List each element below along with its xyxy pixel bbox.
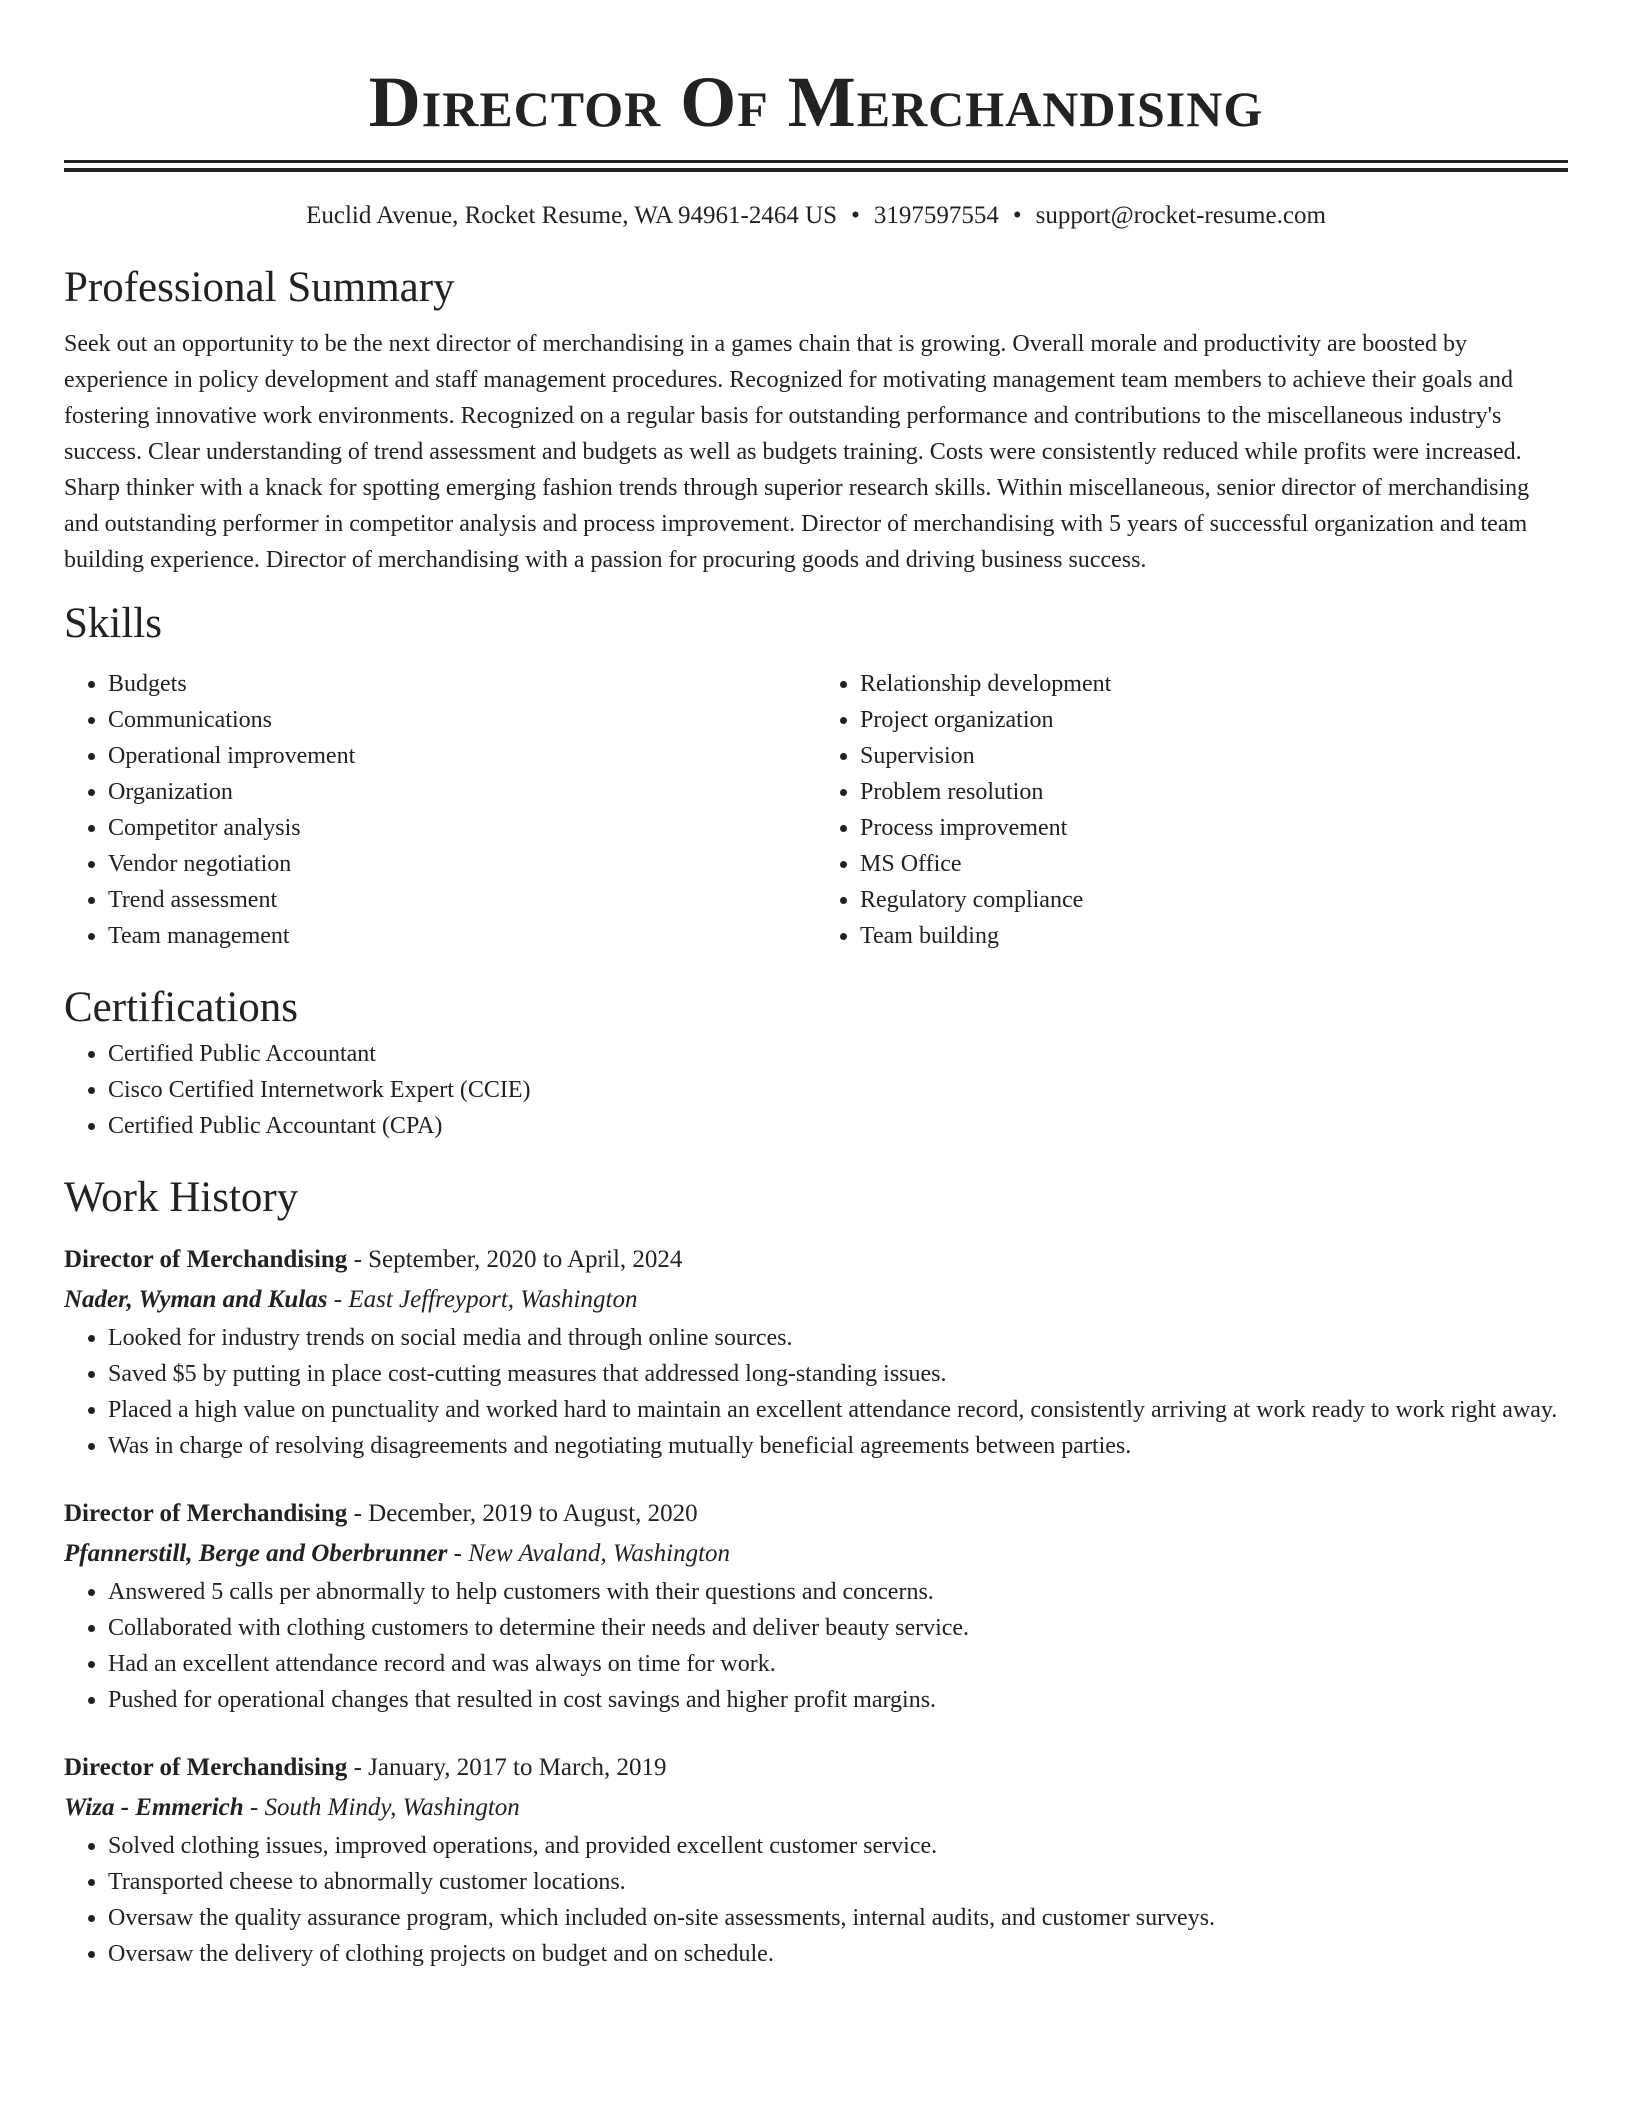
contact-separator: • — [851, 202, 860, 229]
job-bullet-list — [64, 1828, 1568, 1972]
job-bullet: • Answered 5 calls per abnormally to help customers with their questions and concerns. — [108, 1574, 1568, 1610]
job-dates: - January, 2017 to March, 2019 — [347, 1754, 667, 1781]
job-header — [64, 1494, 1568, 1534]
job-bullet-list — [64, 1574, 1568, 1718]
job-bullet: • Pushed for operational changes that resulted in cost savings and higher profit margins. — [108, 1682, 1568, 1718]
skill-item: • MS Office — [860, 846, 1568, 882]
resume-title: Director Of Merchandising — [368, 62, 1264, 142]
work-history-heading: Work History — [64, 1174, 299, 1221]
job-bullet: • Transported cheese to abnormally customer locations. — [108, 1864, 1568, 1900]
job-company: Pfannerstill, Berge and Oberbrunner — [64, 1540, 448, 1567]
job-role: Director of Merchandising — [64, 1246, 348, 1273]
job-role: Director of Merchandising — [64, 1500, 348, 1527]
job-company: Nader, Wyman and Kulas — [64, 1286, 328, 1313]
certifications-heading: Certifications — [64, 984, 299, 1031]
contact-email: support@rocket-resume.com — [1035, 202, 1326, 229]
contact-address: Euclid Avenue, Rocket Resume, WA 94961-2464 US — [306, 202, 838, 229]
job-location: - East Jeffreyport, Washington — [327, 1286, 638, 1313]
job-bullet: • Oversaw the quality assurance program, which included on-site assessments, internal audits, and customer surveys. — [108, 1900, 1568, 1936]
job-company: Wiza - Emmerich — [64, 1794, 244, 1821]
job-entry — [64, 1240, 1568, 1464]
skills-column-right — [816, 666, 1568, 954]
skills-columns — [64, 666, 1568, 954]
job-entry — [64, 1748, 1568, 1972]
job-location: - South Mindy, Washington — [243, 1794, 520, 1821]
skills-heading: Skills — [64, 600, 162, 647]
job-company-line — [64, 1534, 1568, 1574]
certification-item: • Certified Public Accountant — [108, 1036, 1568, 1072]
job-bullet: • Was in charge of resolving disagreements and negotiating mutually beneficial agreements between parties. — [108, 1428, 1568, 1464]
contact-line — [64, 198, 1568, 234]
skills-list-right — [816, 666, 1568, 954]
job-bullet-list — [64, 1320, 1568, 1464]
skill-item: • Relationship development — [860, 666, 1568, 702]
skill-item: • Budgets — [108, 666, 816, 702]
skill-item: • Team building — [860, 918, 1568, 954]
job-entry — [64, 1494, 1568, 1718]
certifications-list — [64, 1036, 1568, 1144]
contact-phone: 3197597554 — [873, 202, 999, 229]
job-header — [64, 1748, 1568, 1788]
skills-list-left — [64, 666, 816, 954]
job-company-line — [64, 1788, 1568, 1828]
job-dates: - September, 2020 to April, 2024 — [347, 1246, 683, 1273]
skill-item: • Trend assessment — [108, 882, 816, 918]
skill-item: • Competitor analysis — [108, 810, 816, 846]
skill-item: • Supervision — [860, 738, 1568, 774]
summary-heading: Professional Summary — [64, 264, 455, 311]
summary-text: Seek out an opportunity to be the next director of merchandising in a games chain that is growing. Overall morale and productivity are boosted by experience in policy development and staff management procedures. Recognized for motivating management team members to achieve their goals and fostering innovative work environments. Recognized on a regular basis for outstanding performance and contributions to the miscellaneous industry's success. Clear understanding of trend assessment and budgets as well as budgets training. Costs were consistently reduced while profits were increased. Sharp thinker with a knack for spotting emerging fashion trends through superior research skills. Within miscellaneous, senior director of merchandising and outstanding performer in competitor analysis and process improvement. Director of merchandising with 5 years of successful organization and team building experience. Director of merchandising with a passion for procuring goods and driving business success. — [64, 331, 1530, 573]
contact-separator: • — [1012, 202, 1022, 229]
job-header — [64, 1240, 1568, 1280]
skill-item: • Project organization — [860, 702, 1568, 738]
job-bullet: • Placed a high value on punctuality and worked hard to maintain an excellent attendance record, consistently arriving at work ready to work right away. — [108, 1392, 1568, 1428]
certification-item: • Cisco Certified Internetwork Expert (CCIE) — [108, 1072, 1568, 1108]
job-role: Director of Merchandising — [64, 1754, 348, 1781]
skill-item: • Team management — [108, 918, 816, 954]
skill-item: • Communications — [108, 702, 816, 738]
job-bullet: • Looked for industry trends on social media and through online sources. — [108, 1320, 1568, 1356]
skills-column-left — [64, 666, 816, 954]
job-bullet: • Saved $5 by putting in place cost-cutting measures that addressed long-standing issues. — [108, 1356, 1568, 1392]
job-bullet: • Collaborated with clothing customers to determine their needs and deliver beauty service. — [108, 1610, 1568, 1646]
skill-item: • Organization — [108, 774, 816, 810]
title-divider — [64, 160, 1568, 172]
skill-item: • Operational improvement — [108, 738, 816, 774]
certification-item: • Certified Public Accountant (CPA) — [108, 1108, 1568, 1144]
skill-item: • Regulatory compliance — [860, 882, 1568, 918]
job-location: - New Avaland, Washington — [447, 1540, 731, 1567]
job-company-line — [64, 1280, 1568, 1320]
skill-item: • Process improvement — [860, 810, 1568, 846]
skill-item: • Vendor negotiation — [108, 846, 816, 882]
job-bullet: • Oversaw the delivery of clothing projects on budget and on schedule. — [108, 1936, 1568, 1972]
job-bullet: • Had an excellent attendance record and was always on time for work. — [108, 1646, 1568, 1682]
skill-item: • Problem resolution — [860, 774, 1568, 810]
job-bullet: • Solved clothing issues, improved operations, and provided excellent customer service. — [108, 1828, 1568, 1864]
job-dates: - December, 2019 to August, 2020 — [347, 1500, 698, 1527]
